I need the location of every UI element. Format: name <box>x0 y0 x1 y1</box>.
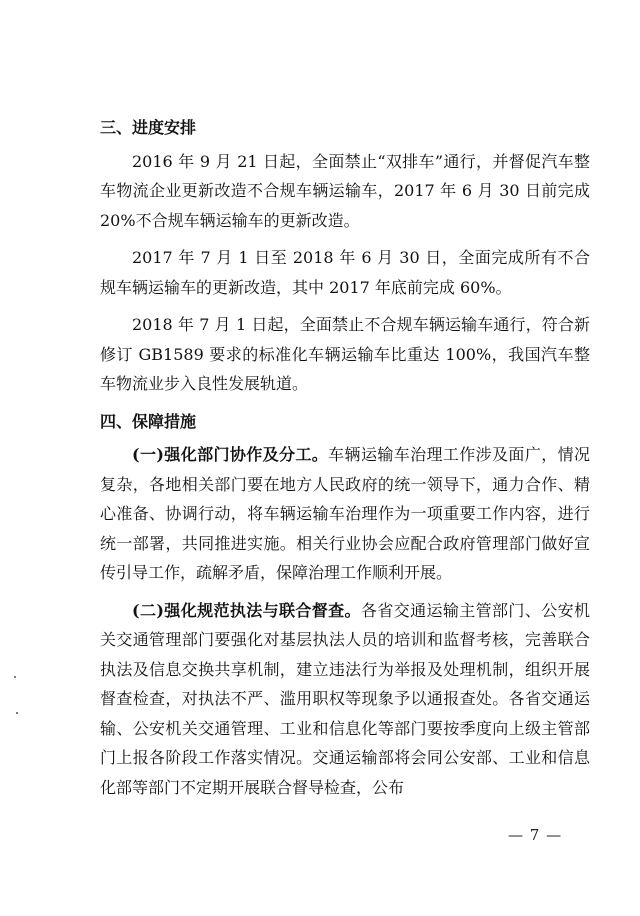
schedule-paragraph-1: 2016 年 9 月 21 日起，全面禁止“双排车”通行，并督促汽车整车物流企业更新改造不合规车辆运输车，2017 年 6 月 30 日前完成 20%不合规车辆运输车的更新改造。 <box>100 151 590 230</box>
page-number: — 7 — <box>508 826 563 844</box>
safeguard-1-lead: (一)强化部门协作及分工。 <box>132 445 329 464</box>
safeguard-2-lead: (二)强化规范执法与联合督查。 <box>132 600 361 620</box>
page-content <box>100 113 590 810</box>
schedule-paragraph-2: 2017 年 7 月 1 日至 2018 年 6 月 30 日，全面完成所有不合规车辆运输车的更新改造，其中 2017 年底前完成 60%。 <box>100 248 590 297</box>
safeguard-paragraph-2 <box>100 596 590 803</box>
safeguard-1-body: 车辆运输车治理工作涉及面广，情况复杂，各地相关部门要在地方人民政府的统一领导下，通力合作、精心准备、协调行动，将车辆运输车治理作为一项重要工作内容，进行统一部署，共同推进实施。相关行业协会应配合政府管理部门做好宣传引导工作，疏解矛盾，保障治理工作顺利开展。 <box>100 445 590 582</box>
section-heading-safeguards: 四、保障措施 <box>100 411 197 431</box>
scan-speck <box>14 676 16 678</box>
safeguard-paragraph-1 <box>100 440 590 588</box>
schedule-paragraph-3: 2018 年 7 月 1 日起，全面禁止不合规车辆运输车通行，符合新修订 GB1589 要求的标准化车辆运输车比重达 100%，我国汽车整车物流业步入良性发展轨道。 <box>100 315 590 393</box>
safeguard-2-body: 各省交通运输主管部门、公安机关交通管理部门要强化对基层执法人员的培训和监督考核，完善联合执法及信息交换共享机制，建立违法行为举报及处理机制，组织开展督查检查，对执法不严、滥用职权等现象予以通报查处。各省交通运输、公安机关交通管理、工业和信息化等部门要按季度向上级主管部门上报各阶段工作落实情况。交通运输部将会同公安部、工业和信息化部等部门不定期开展联合督导检查，公布 <box>100 600 590 797</box>
section-heading-schedule: 三、进度安排 <box>100 118 197 137</box>
scan-speck <box>16 712 18 714</box>
